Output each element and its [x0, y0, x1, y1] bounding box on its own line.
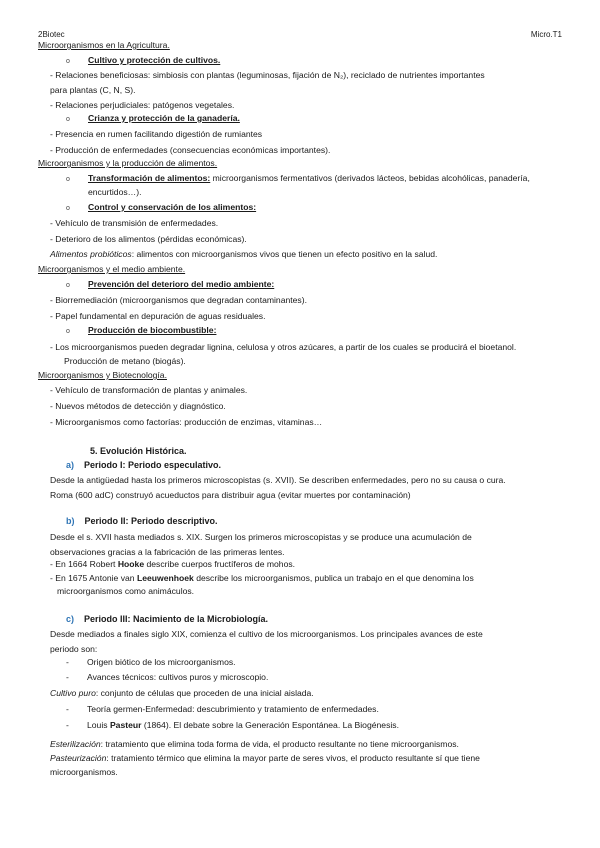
section-title-agriculture: Microorganismos en la Agricultura. — [38, 40, 170, 50]
section-title-environment: Microorganismos y el medio ambiente. — [38, 264, 186, 274]
text-line: - Relaciones perjudiciales: patógenos vegetales. — [50, 100, 235, 110]
text-line: para plantas (C, N, S). — [50, 85, 136, 95]
text-span: - En 1664 Robert — [50, 559, 118, 569]
subheading-ganaderia: Crianza y protección de la ganadería. — [88, 113, 240, 123]
subheading-cultivo: Cultivo y protección de cultivos. — [88, 55, 221, 65]
text-line: periodo son: — [50, 644, 98, 654]
text-line: encurtidos…). — [88, 187, 142, 197]
text-line: - Vehículo de transmisión de enfermedades. — [50, 218, 219, 228]
bullet-icon: o — [66, 58, 70, 65]
header-right: Micro.T1 — [530, 30, 562, 39]
leeuwenhoek-line — [50, 573, 474, 583]
text-line: - Microorganismos como factorías: producción de enzimas, vitaminas… — [50, 417, 323, 427]
text-line: - Deterioro de los alimentos (pérdidas económicas). — [50, 234, 247, 244]
text-line: - Papel fundamental en depuración de aguas residuales. — [50, 311, 266, 321]
subheading-transformacion — [88, 173, 530, 183]
subheading-bold: Transformación de alimentos: — [88, 173, 211, 183]
history-heading: 5. Evolución Histórica. — [90, 446, 187, 456]
name-bold: Pasteur — [109, 720, 142, 730]
text-span: - En 1675 Antonie van — [50, 573, 137, 583]
dash-bullet: - — [66, 657, 69, 667]
cultivo-puro-line — [50, 688, 314, 698]
term-definition: : alimentos con microorganismos vivos que tienen un efecto positivo en la salud. — [131, 249, 438, 259]
dash-bullet: - — [66, 720, 69, 730]
text-line: - Presencia en rumen facilitando digestión de rumiantes — [50, 129, 263, 139]
period-letter: b) — [66, 516, 75, 526]
esterilizacion-line — [50, 739, 459, 749]
term-label: Alimentos probióticos — [50, 249, 132, 259]
text-line: Producción de metano (biogás). — [64, 356, 186, 366]
period-letter: a) — [66, 460, 75, 470]
text-span: Louis — [87, 720, 110, 730]
text-span: describe los microorganismos, publica un trabajo en el que denomina los — [193, 573, 474, 583]
section-title-biotech: Microorganismos y Biotecnología. — [38, 370, 167, 380]
text-line: - Vehículo de transformación de plantas y animales. — [50, 385, 248, 395]
period-2-heading — [66, 516, 218, 526]
term-label: Cultivo puro — [50, 688, 96, 698]
hooke-line — [50, 559, 295, 569]
text-line: observaciones gracias a la fabricación de las primeras lentes. — [50, 547, 285, 557]
bullet-icon: o — [66, 282, 70, 289]
text-line: - Producción de enfermedades (consecuencias económicas importantes). — [50, 145, 331, 155]
text-line: microorganismos. — [50, 767, 118, 777]
section-title-food: Microorganismos y la producción de alimentos. — [38, 158, 218, 168]
text-line: - Relaciones beneficiosas: simbiosis con plantas (leguminosas, fijación de N₂), reciclado de nutrientes importantes — [50, 70, 485, 80]
text-line: Teoría germen-Enfermedad: descubrimiento y tratamiento de enfermedades. — [87, 704, 379, 714]
name-bold: Leeuwenhoek — [136, 573, 194, 583]
term-label: Pasteurización — [50, 753, 107, 763]
subheading-control: Control y conservación de los alimentos: — [88, 202, 257, 212]
text-line: - Biorremediación (microorganismos que degradan contaminantes). — [50, 295, 307, 305]
text-line: Desde la antigüedad hasta los primeros microscopistas (s. XVII). Se describen enfermedades, pero no su causa o cura. — [50, 475, 506, 485]
pasteurizacion-line — [50, 753, 480, 763]
probiotic-line — [50, 249, 437, 259]
text-line: - Nuevos métodos de detección y diagnóstico. — [50, 401, 226, 411]
text-span: (1864). El debate sobre la Generación Espontánea. La Biogénesis. — [141, 720, 399, 730]
subheading-biocombustible: Producción de biocombustible: — [88, 325, 217, 335]
term-definition: : conjunto de células que proceden de una inicial aislada. — [95, 688, 314, 698]
bullet-icon: o — [66, 176, 70, 183]
subheading-prevencion: Prevención del deterioro del medio ambiente: — [88, 279, 275, 289]
pasteur-line — [87, 720, 399, 730]
name-bold: Hooke — [117, 559, 145, 569]
text-line: Avances técnicos: cultivos puros y microscopio. — [87, 672, 269, 682]
text-line: microorganismos como animáculos. — [57, 586, 195, 596]
header-left: 2Biotec — [38, 30, 65, 39]
term-definition: : tratamiento que elimina toda forma de vida, el producto resultante no tiene microorganismos. — [100, 739, 459, 749]
bullet-icon: o — [66, 116, 70, 123]
text-line: Desde mediados a finales siglo XIX, comienza el cultivo de los microorganismos. Los principales avances de este — [50, 629, 483, 639]
text-span: describe cuerpos fructíferos de mohos. — [144, 559, 296, 569]
period-title: Periodo I: Periodo especulativo. — [84, 460, 222, 470]
text-line: Desde el s. XVII hasta mediados s. XIX. Surgen los primeros microscopistas y se produce una acumulación de — [50, 532, 472, 542]
period-letter: c) — [66, 614, 75, 624]
dash-bullet: - — [66, 672, 69, 682]
text-line: Roma (600 adC) construyó acueductos para distribuir agua (evitar muertes por contaminación) — [50, 490, 411, 500]
text-line: - Los microorganismos pueden degradar lignina, celulosa y otros azúcares, a partir de los cuales se producirá el bioetanol. — [50, 342, 517, 352]
period-title: Periodo II: Periodo descriptivo. — [84, 516, 218, 526]
text-line: Origen biótico de los microorganismos. — [87, 657, 236, 667]
period-3-heading — [66, 614, 268, 624]
subheading-text: microorganismos fermentativos (derivados lácteos, bebidas alcohólicas, panadería, — [210, 173, 530, 183]
term-label: Esterilización — [50, 739, 101, 749]
dash-bullet: - — [66, 704, 69, 714]
bullet-icon: o — [66, 328, 70, 335]
period-title: Periodo III: Nacimiento de la Microbiología. — [84, 614, 269, 624]
period-1-heading — [66, 460, 221, 470]
term-definition: : tratamiento térmico que elimina la mayor parte de seres vivos, el producto resultante sí que tiene — [106, 753, 480, 763]
bullet-icon: o — [66, 205, 70, 212]
